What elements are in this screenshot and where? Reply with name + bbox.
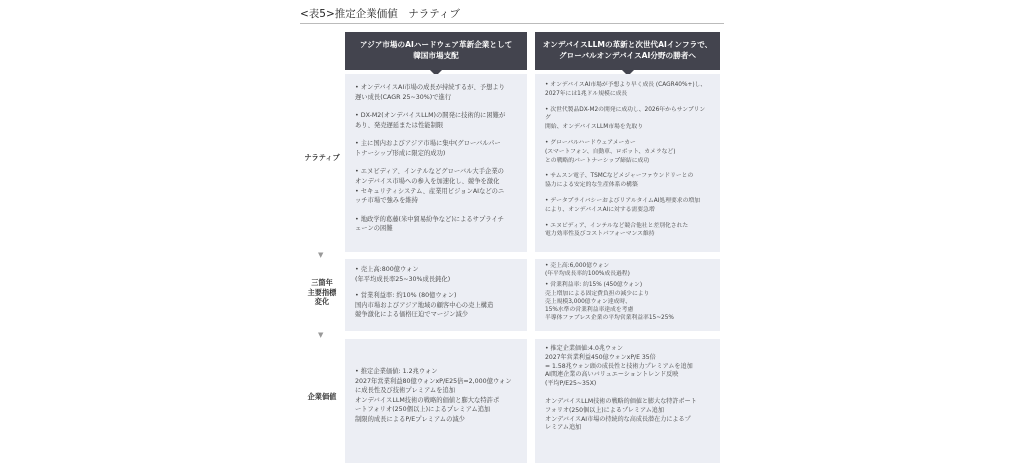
narrative-left-cell xyxy=(345,74,527,252)
list-item: • 営業利益率: 約15% (450億ウォン) 売上増加による固定費負担の減少により 売上規模3,000億ウォン達成時、 15%水準の営業利益率達成を考慮 半導体ファブレス企業の平均営業利益率15~25% xyxy=(545,281,710,322)
list-item: • 売上高:6,000億ウォン (年平均成長率約100%成長過程) xyxy=(545,262,710,278)
list-item: • データプライバシーおよびリアルタイムAI処理要求の増加 により、オンデバイスAIに対する需要急増 xyxy=(545,197,710,215)
header-right xyxy=(535,32,720,70)
row-label-change-line2: 主要指標 xyxy=(307,287,337,297)
list-item: • グローバルハードウェアメーカー (スマートフォン、自動車、ロボット、カメラなど) との戦略的パートナーシップ締結に成功 xyxy=(545,139,710,165)
row-label-change xyxy=(300,278,344,307)
change-left-cell xyxy=(345,259,527,331)
list-item: • DX-M2(オンデバイスLLM)の開発に技術的に困難が あり、発売遅延または性能制限 xyxy=(355,111,517,130)
list-item: • 次世代製品DX-M2の開発に成功し、2026年からサンプリング 開始、オンデバイスLLM市場を先取り xyxy=(545,106,710,132)
header-right-line2: グローバルオンデバイスAI分野の勝者へ xyxy=(559,51,696,60)
row-label-change-line3: 変化 xyxy=(314,297,330,307)
value-left-cell xyxy=(345,339,527,463)
header-right-line1: オンデバイスLLMの革新と次世代AIインフラで、 xyxy=(542,40,713,50)
row-label-value: 企業価値 xyxy=(307,392,337,401)
table-title: <表5>推定企業価値 ナラティブ xyxy=(300,8,460,20)
down-arrow-icon: ▼ xyxy=(318,251,324,259)
list-item: • 推定企業価値:4.0兆ウォン 2027年営業利益450億ウォンxP/E 35倍 = 1.58兆ウォン頭の成長性と技術力プレミアムを追加 AI関連企業の高いバリュエーショントレンド反映 (平均P/E25~35X) オンデバイスLLM技術の戦略的価値と膨大な特許ポート フォリオ(250個以上)によるプレミアム追加 オンデバイスAI市場の持続的な高成長潜在力によるプ レミアム追加 xyxy=(545,345,710,433)
row-label-change-line1: 三箇年 xyxy=(311,278,333,287)
list-item: • 主に国内およびアジア市場に集中(グローバルパー トナーシップ形成に限定的成功) xyxy=(355,139,517,158)
row-label-narrative: ナラティブ xyxy=(304,153,340,162)
list-item: • オンデバイスAI市場の成長が持続するが、予想より 遅い成長(CAGR 25~30%)で進行 xyxy=(355,83,517,102)
narrative-right-cell xyxy=(535,74,720,252)
list-item: • エヌビディア、インテルなど競合他社と差別化された 電力効率性及びコストパフォーマンス維持 xyxy=(545,222,710,240)
header-left-line1: アジア市場のAIハードウェア革新企業として xyxy=(359,40,513,50)
header-left-line2: 韓国市場支配 xyxy=(413,51,459,60)
list-item: • オンデバイスAI市場が予想より早く成長 (CAGR40%+)し、 2027年には1兆ドル規模に成長 xyxy=(545,81,710,99)
list-item: • エヌビディア、インテルなどグローバル大手企業の オンデバイス市場への参入を加速化し、競争を激化 • セキュリティシステム、産業用ビジョンAIなどのニ ッチ市場で強みを維持 xyxy=(355,167,517,205)
list-item: • サムスン電子、TSMCなどメジャーファウンドリーとの 協力による安定的な生産体系の構築 xyxy=(545,172,710,190)
list-item: • 売上高:800億ウォン (年平均成長率25~30%成長鈍化) xyxy=(355,265,517,284)
header-left xyxy=(345,32,527,70)
value-right-cell xyxy=(535,339,720,463)
change-right-cell xyxy=(535,259,720,331)
title-divider xyxy=(300,23,724,24)
list-item: • 地政学的葛藤(米中貿易紛争など)によるサプライチ ェーンの困難 xyxy=(355,215,517,234)
down-arrow-icon: ▼ xyxy=(318,331,324,339)
list-item: • 営業利益率: 約10% (80億ウォン) 国内市場およびアジア地域の顧客中心の売上構造 競争激化による価格圧迫でマージン減少 xyxy=(355,291,517,320)
list-item: • 推定企業価値: 1.2兆ウォン 2027年営業利益80億ウォンxP/E25倍=2,000億ウォン に成長性及び技術プレミアムを追加 オンデバイスLLM技術の戦略的価値と膨大な特許ポ ートフォリオ(250個以上)によるプレミアム追加 制限的成長によるP/Eプレミアムの減少 xyxy=(355,367,517,424)
